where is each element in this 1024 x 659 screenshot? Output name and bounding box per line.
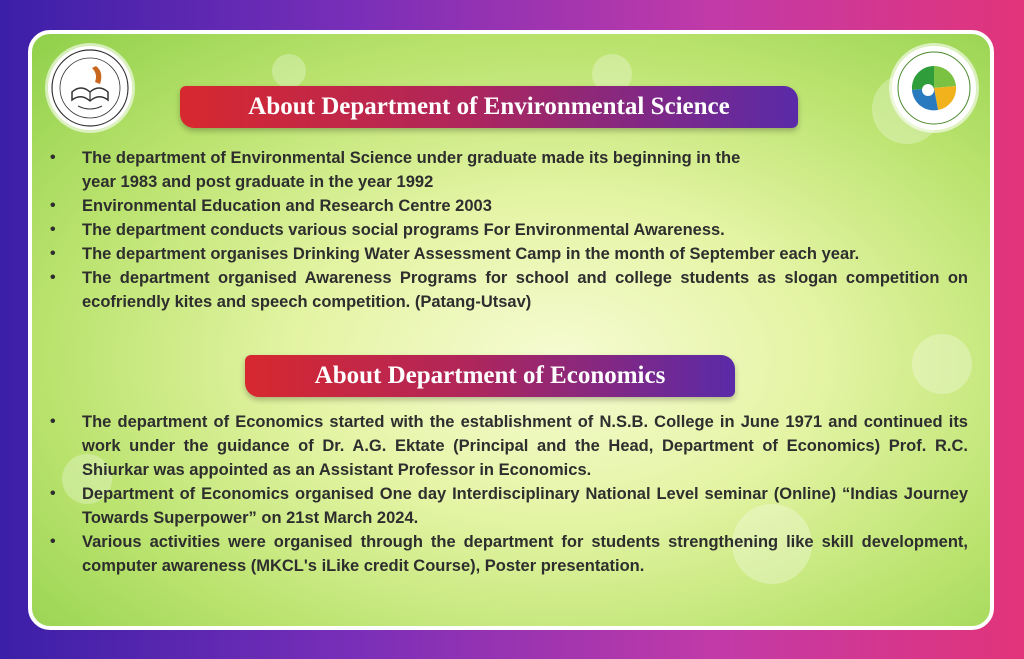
sustainable-world-logo bbox=[892, 46, 976, 130]
list-item: • The department of Environmental Science under graduate made its beginning in the year 1983 and post graduate in the year 1992 bbox=[50, 146, 762, 194]
section-heading-environmental: About Department of Environmental Science bbox=[180, 86, 798, 128]
list-item: • Various activities were organised through the department for students strengthening like skill development, computer awareness (MKCL's iLike credit Course), Poster presentation. bbox=[50, 530, 968, 578]
sustainable-world-emblem-icon bbox=[892, 46, 976, 130]
list-item: • The department of Economics started with the establishment of N.S.B. College in June 1971 and continued its work under the guidance of Dr. A.G. Ektate (Principal and the Head, Department of Economics) Prof. R.C. Shiurkar was appointed as an Assistant Professor in Economics. bbox=[50, 410, 968, 482]
bokeh-circle bbox=[272, 54, 306, 88]
list-item: • The department organises Drinking Water Assessment Camp in the month of September each year. bbox=[50, 242, 968, 266]
section-heading-economics: About Department of Economics bbox=[245, 355, 735, 397]
college-seal-logo bbox=[48, 46, 132, 130]
bokeh-circle bbox=[912, 334, 972, 394]
list-item: • The department conducts various social programs For Environmental Awareness. bbox=[50, 218, 968, 242]
list-item: • Department of Economics organised One day Interdisciplinary National Level seminar (Online) “Indias Journey Towards Superpower” on 21st March 2024. bbox=[50, 482, 968, 530]
college-seal-icon bbox=[48, 46, 132, 130]
list-item: • Environmental Education and Research Centre 2003 bbox=[50, 194, 968, 218]
environmental-list bbox=[50, 146, 968, 314]
economics-list bbox=[50, 410, 968, 578]
list-item: • The department organised Awareness Programs for school and college students as slogan competition on ecofriendly kites and speech competition. (Patang-Utsav) bbox=[50, 266, 968, 314]
